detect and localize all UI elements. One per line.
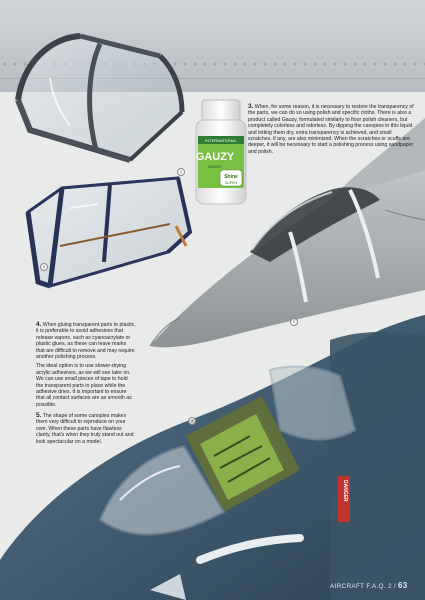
text-block-5 [36,413,136,448]
text-block-4 [36,322,136,411]
bottle-badge-text: Shine [224,174,238,180]
step-number-5: 5. [36,412,42,419]
bottle-brand-text: GAUZY [195,151,235,163]
step-number-4: 4. [36,321,42,328]
page-number: 63 [398,581,408,590]
step-number-3: 3. [248,103,254,110]
step-4-para-2: The ideal option is to use slower-drying acrylic adhesives, as we will see later on. We can use small pieces of tape to hold the transparent parts in place while the adhesive dries. It is important to ensure that all contact surfaces are as smooth as possible. [36,363,132,408]
footer-separator: / [393,583,396,590]
step-3-body: When, for some reason, it is necessary to restore the transparency of the parts, we can do so using polish and specific cloths. There is also a product called Gauzy, formulated similarly to floor polish cleaners, but completely colorless and odorless. By dipping the canopies in this liquid and letting them dry, extra transparency is achieved, and small scratches, if any, are also minimized. When the scratches or scuffs are deeper, it will be necessary to start a polishing process using sandpaper and polish. [248,104,414,155]
bottle-label-line1: INTERNATIONAL [205,138,237,143]
bottle-badge-text-2: SUPER [224,181,238,185]
canopy-part-1 [18,36,182,160]
footer-title: AIRCRAFT F.A.Q. 2 [330,583,392,590]
step-4-para-1: When gluing transparent parts to plastic, it is preferable to avoid adhesives that release vapors, such as cyanoacrylate or plastic glues, as these can leave marks that are difficult to remove and may require another polishing process. [36,322,136,361]
photo-marker-3: 3 [188,417,196,425]
photo-marker-1: 1 [177,168,185,176]
bottle-sub-text: AGENT [208,164,222,169]
photo-marker-4: 4 [40,263,48,271]
aircraft-danger-marking: DANGER [342,480,348,502]
photo-marker-2: 2 [290,318,298,326]
canopy-part-2 [28,178,190,286]
step-5-body: The shape of some canopies makes them very difficult to reproduce on your own. When these parts have flawless clarity, that's when they truly stand out and look spectacular on a model. [36,413,134,445]
text-block-3 [248,104,416,158]
page-footer [330,581,408,590]
